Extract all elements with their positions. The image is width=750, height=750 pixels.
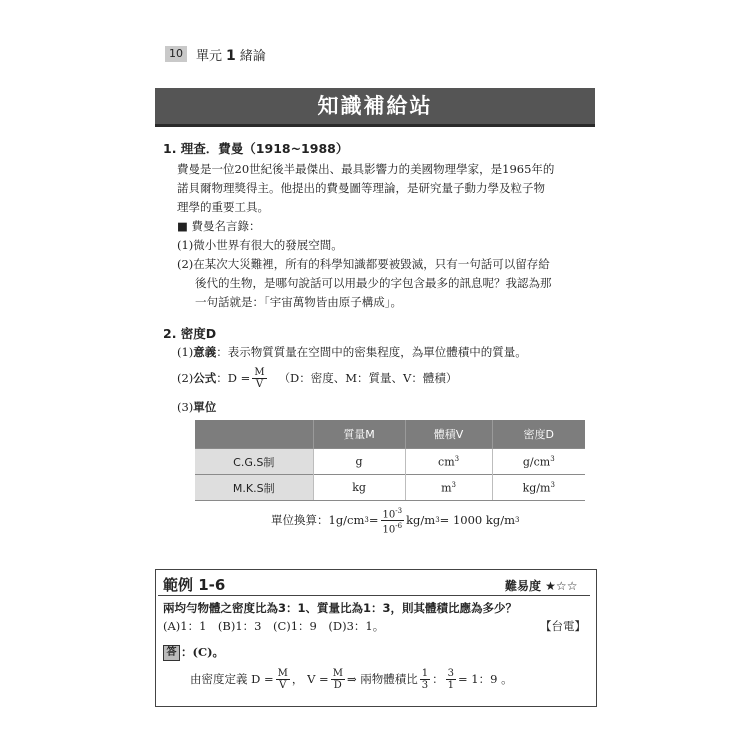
unit-conversion xyxy=(271,506,519,536)
fraction-denominator: 3 xyxy=(421,680,429,691)
unit-base: cm xyxy=(438,455,455,469)
conversion-tail2: = 1000 kg/m xyxy=(439,513,515,528)
fraction-numerator: 1 xyxy=(421,668,429,679)
section1-line-2: 諾貝爾物理獎得主。他提出的費曼圖等理論，是研究量子動力學及粒子物 xyxy=(177,181,545,195)
unit-number: 1 xyxy=(226,48,236,64)
formula-lhs: ：D = xyxy=(216,371,251,385)
num-exponent: -3 xyxy=(395,507,403,515)
den-exponent: -6 xyxy=(395,522,403,531)
section1-line-1: 費曼是一位20世紀後半最傑出、最具影響力的美國物理學家，是1965年的 xyxy=(177,162,555,176)
explanation-fraction xyxy=(446,668,456,691)
unit-prefix: (3) xyxy=(177,400,194,414)
formula-note: （D：密度、M：質量、V：體積） xyxy=(278,371,458,385)
page-number: 10 xyxy=(165,46,187,62)
num-base: 10 xyxy=(382,509,396,521)
example-explanation xyxy=(190,668,513,691)
table-cell xyxy=(405,475,492,501)
unit-subheading xyxy=(177,398,216,417)
example-title: 範例 1-6 xyxy=(163,576,226,594)
explanation-fraction xyxy=(331,668,345,691)
explanation-fraction xyxy=(420,668,430,691)
formula-denominator: V xyxy=(255,379,264,390)
explanation-colon: ： xyxy=(432,672,444,686)
table-cell: kg xyxy=(313,475,405,501)
formula-fraction xyxy=(252,367,266,390)
conversion-exp1: 3 xyxy=(364,516,369,525)
chapter-label xyxy=(196,45,266,64)
conversion-exp3: 3 xyxy=(514,516,520,525)
example-options: (A)1：1 (B)1：3 (C)1：9 (D)3：1。 xyxy=(163,619,385,633)
conversion-exp2: 3 xyxy=(435,516,440,525)
table-header-density: 密度D xyxy=(492,420,585,449)
unit-title: 緒論 xyxy=(239,49,266,64)
unit-exponent: 3 xyxy=(550,454,555,463)
section1-heading: 1. 理查．費曼（1918~1988） xyxy=(163,141,349,156)
quote-2-line-1: (2)在某次大災難裡，所有的科學知識都要被毀滅，只有一句話可以留存給 xyxy=(177,257,550,271)
density-definition xyxy=(177,343,527,362)
den-base: 10 xyxy=(382,524,396,536)
table-row-label: M.K.S制 xyxy=(195,475,313,501)
section-banner xyxy=(155,88,595,127)
conversion-eq: = xyxy=(368,513,379,528)
quote-2-line-2: 後代的生物，是哪句說話可以用最少的字包含最多的訊息呢？我認為那 xyxy=(195,276,552,290)
table-cell: g xyxy=(313,449,405,475)
explanation-result: = 1：9 。 xyxy=(457,672,513,686)
table-header-row xyxy=(195,420,585,449)
conversion-numerator xyxy=(381,506,405,521)
example-question: 兩均勻物體之密度比為3：1、質量比為1：3，則其體積比應為多少？ xyxy=(163,601,518,615)
explanation-mid: ， V = xyxy=(291,672,329,686)
fraction-numerator: M xyxy=(332,668,343,679)
unit-table xyxy=(195,420,585,501)
table-header-volume: 體積V xyxy=(405,420,492,449)
def-prefix: (1) xyxy=(177,345,194,359)
formula-numerator: M xyxy=(254,367,265,378)
conversion-label: 單位換算：1g/cm xyxy=(271,513,365,528)
explanation-prefix: 由密度定義 D = xyxy=(190,672,274,686)
unit-exponent: 3 xyxy=(454,454,460,463)
unit-base: g/cm xyxy=(522,455,551,469)
fraction-denominator: V xyxy=(279,680,287,691)
conversion-fraction xyxy=(381,506,405,536)
example-divider xyxy=(158,595,590,596)
conversion-denominator xyxy=(381,521,405,535)
unit-exponent: 3 xyxy=(451,480,457,489)
fraction-denominator: D xyxy=(333,680,342,691)
difficulty-rating: 難易度 ★☆☆ xyxy=(505,579,578,593)
section1-line-3: 理學的重要工具。 xyxy=(177,200,269,214)
unit-base: kg/m xyxy=(522,481,551,495)
fraction-denominator: 1 xyxy=(447,680,454,691)
unit-label: 單元 xyxy=(196,49,223,64)
table-header-cell xyxy=(195,420,313,449)
def-label: 意義 xyxy=(193,345,217,359)
quote-1: (1)微小世界有很大的發展空間。 xyxy=(177,238,343,252)
formula-prefix: (2) xyxy=(177,371,194,385)
def-text: ：表示物質質量在空間中的密集程度，為單位體積中的質量。 xyxy=(216,345,527,359)
table-row xyxy=(195,449,585,475)
unit-exponent: 3 xyxy=(550,480,555,489)
example-source: 【台電】 xyxy=(540,619,586,633)
table-row-label: C.G.S制 xyxy=(195,449,313,475)
table-cell xyxy=(405,449,492,475)
density-formula xyxy=(177,367,457,390)
table-cell xyxy=(492,475,585,501)
quote-heading: ■ 費曼名言錄： xyxy=(177,219,261,233)
table-row xyxy=(195,475,585,501)
answer-icon: 答 xyxy=(163,645,180,661)
conversion-tail1: kg/m xyxy=(406,513,436,528)
table-header-mass: 質量M xyxy=(313,420,405,449)
section2-heading: 2. 密度D xyxy=(163,326,217,341)
table-cell xyxy=(492,449,585,475)
explanation-arrow: ⇒ 兩物體積比 xyxy=(346,672,418,686)
fraction-numerator: M xyxy=(277,668,288,679)
unit-label-text: 單位 xyxy=(193,400,217,414)
banner-title: 知識補給站 xyxy=(317,94,433,118)
fraction-numerator: 3 xyxy=(447,668,454,679)
formula-label: 公式 xyxy=(193,371,217,385)
example-answer: ：(C)。 xyxy=(181,645,225,659)
unit-base: m xyxy=(441,481,452,495)
quote-2-line-3: 一句話就是：「宇宙萬物皆由原子構成」。 xyxy=(195,295,402,309)
explanation-fraction xyxy=(276,668,290,691)
